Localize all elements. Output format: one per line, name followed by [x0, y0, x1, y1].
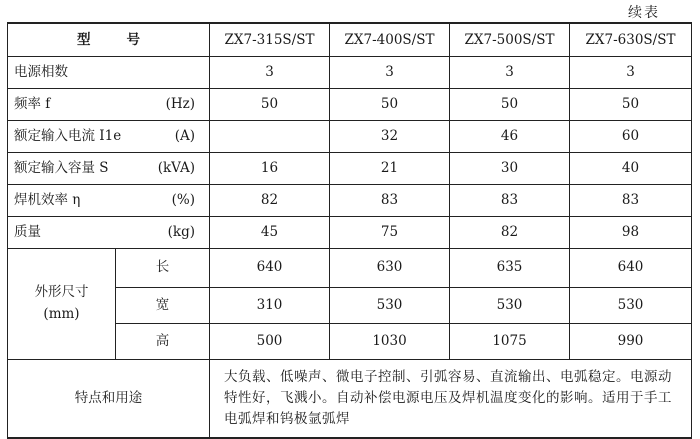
row-unit: (A): [174, 127, 195, 144]
table-row: [8, 120, 692, 152]
table-cell: 82: [210, 184, 330, 216]
table-cell: 16: [210, 152, 330, 184]
row-label: 质量: [14, 223, 41, 240]
model-cell: ZX7-500S/ST: [450, 23, 570, 56]
model-cell: ZX7-400S/ST: [330, 23, 450, 56]
table-cell: 21: [330, 152, 450, 184]
table-cell: 3: [210, 56, 330, 88]
continued-table-label: 续表: [628, 5, 660, 21]
model-cell: ZX7-630S/ST: [570, 23, 692, 56]
table-cell: 40: [570, 152, 692, 184]
dimensions-label-cell: [8, 248, 116, 359]
table-cell: 98: [570, 216, 692, 248]
welder-spec-table: [7, 22, 692, 439]
table-cell: 640: [210, 248, 330, 287]
table-cell: 530: [570, 287, 692, 323]
table-cell: 640: [570, 248, 692, 287]
table-cell: 83: [570, 184, 692, 216]
dimension-sublabel: 高: [116, 323, 210, 359]
table-header-row: [8, 23, 692, 56]
table-cell: 530: [330, 287, 450, 323]
table-row: [8, 184, 692, 216]
row-unit: (kVA): [157, 159, 195, 176]
row-label-cell: [8, 184, 210, 216]
table-cell: 82: [450, 216, 570, 248]
row-label-cell: [8, 56, 210, 88]
table-cell: 60: [570, 120, 692, 152]
table-cell: 3: [570, 56, 692, 88]
row-label-cell: [8, 216, 210, 248]
model-header-cell: 型号: [8, 23, 210, 56]
table-row: [8, 248, 692, 287]
table-cell: 32: [330, 120, 450, 152]
row-label-cell: [8, 152, 210, 184]
table-cell: 45: [210, 216, 330, 248]
row-label: 焊机效率 η: [14, 191, 81, 208]
table-cell: [210, 120, 330, 152]
table-cell: 990: [570, 323, 692, 359]
features-label-cell: 特点和用途: [8, 359, 210, 438]
row-label: 频率 f: [14, 95, 51, 112]
table-cell: 530: [450, 287, 570, 323]
table-cell: 3: [330, 56, 450, 88]
table-cell: 635: [450, 248, 570, 287]
table-cell: 46: [450, 120, 570, 152]
row-unit: (Hz): [165, 95, 195, 112]
table-cell: 50: [330, 88, 450, 120]
row-label: 额定输入电流 I1e: [14, 127, 122, 144]
table-row: [8, 88, 692, 120]
dimensions-unit: (mm): [43, 305, 80, 322]
dimension-sublabel: 宽: [116, 287, 210, 323]
table-cell: 50: [210, 88, 330, 120]
row-label: 电源相数: [14, 63, 68, 80]
table-cell: 310: [210, 287, 330, 323]
row-unit: (kg): [167, 223, 195, 240]
dimension-sublabel: 长: [116, 248, 210, 287]
table-row: [8, 152, 692, 184]
table-cell: 83: [450, 184, 570, 216]
table-cell: 3: [450, 56, 570, 88]
row-unit: (%): [171, 191, 195, 208]
table-cell: 50: [570, 88, 692, 120]
table-cell: 630: [330, 248, 450, 287]
table-cell: 1030: [330, 323, 450, 359]
row-label-cell: [8, 88, 210, 120]
row-label: 额定输入容量 S: [14, 159, 109, 176]
table-cell: 1075: [450, 323, 570, 359]
features-text-cell: 大负载、低噪声、微电子控制、引弧容易、直流输出、电弧稳定。电源动特性好，飞溅小。自动补偿电源电压及焊机温度变化的影响。适用于手工电弧焊和钨极氩弧焊: [210, 359, 692, 438]
table-row: [8, 359, 692, 438]
model-cell: ZX7-315S/ST: [210, 23, 330, 56]
table-cell: 75: [330, 216, 450, 248]
table-cell: 83: [330, 184, 450, 216]
table-cell: 30: [450, 152, 570, 184]
table-cell: 500: [210, 323, 330, 359]
table-row: [8, 216, 692, 248]
dimensions-label: 外形尺寸: [34, 283, 89, 300]
row-label-cell: [8, 120, 210, 152]
table-cell: 50: [450, 88, 570, 120]
table-row: [8, 56, 692, 88]
